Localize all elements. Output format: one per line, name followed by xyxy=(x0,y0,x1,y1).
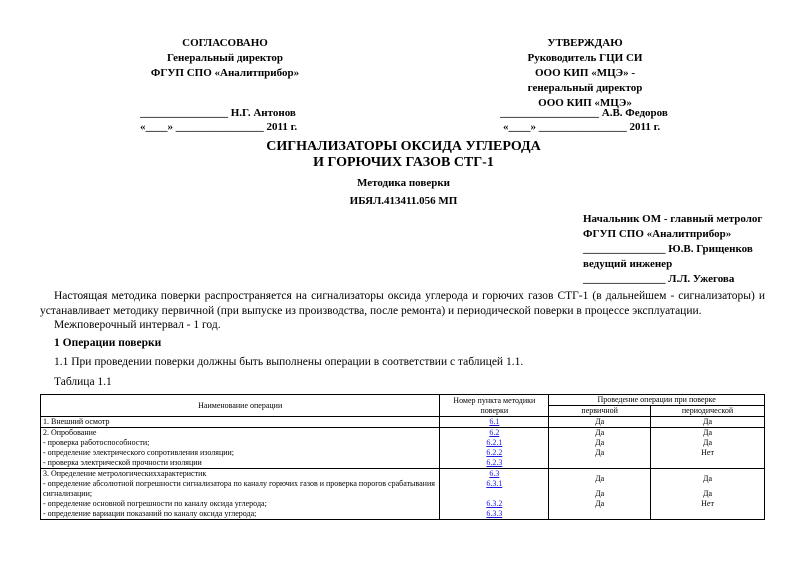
operation-line: - проверка электрической прочности изоляции xyxy=(43,458,202,467)
periodic-cell: Да xyxy=(703,438,713,447)
developer-signature-1: _______________ Ю.В. Грищенков xyxy=(583,243,753,255)
operation-line: 3. Определение метрологическиххарактеристик xyxy=(43,469,207,478)
approve-position-2: генеральный директор xyxy=(527,82,643,94)
approve-signature-line xyxy=(500,107,668,119)
periodic-cell: Нет xyxy=(701,499,714,508)
document-title-line1: СИГНАЛИЗАТОРЫ ОКСИДА УГЛЕРОДА xyxy=(266,139,541,154)
interval-paragraph: Межповерочный интервал - 1 год. xyxy=(54,319,221,331)
table-row xyxy=(41,417,765,428)
periodic-cell: Да xyxy=(703,489,713,498)
section-heading: 1 Операции поверки xyxy=(54,337,162,349)
document-title-line2: И ГОРЮЧИХ ГАЗОВ СТГ-1 xyxy=(313,155,494,170)
primary-cell: Да xyxy=(595,499,605,508)
primary-cell: Да xyxy=(595,474,605,483)
agreed-signer-name: Н.Г. Антонов xyxy=(230,107,296,119)
document-subtitle: Методика поверки xyxy=(356,177,451,189)
document-title xyxy=(0,139,807,171)
primary-cell: Да xyxy=(595,438,605,447)
header-primary: первичной xyxy=(549,406,651,417)
item-number-link[interactable]: 6.3.1 xyxy=(486,479,503,488)
periodic-cell: Да xyxy=(703,428,713,437)
approve-organization: ООО КИП «МЦЭ» - xyxy=(534,67,636,79)
operation-name xyxy=(41,428,440,469)
agreed-date-line: «____» ________________ 2011 г. xyxy=(140,121,298,133)
operation-name xyxy=(41,469,440,520)
agreed-organization: ФГУП СПО «Аналитприбор» xyxy=(150,67,300,79)
intro-paragraph: Настоящая методика поверки распространяется на сигнализаторы оксида углерода и горючих газов СТГ-1 (в дальнейшем - сигнализаторы) и устанавливает методику первичной (при выпуске из производства, после ремонта) и периодической поверки в процессе эксплуатации. xyxy=(40,290,765,317)
header-conduct: Проведение операции при поверке xyxy=(549,395,765,406)
item-number-link[interactable]: 6.1 xyxy=(489,417,500,426)
developer-position-1: Начальник ОМ - главный метролог xyxy=(583,213,763,225)
document-code: ИБЯЛ.413411.056 МП xyxy=(349,195,458,207)
header-periodic: периодической xyxy=(651,406,765,417)
approve-organization-2: ООО КИП «МЦЭ» xyxy=(538,97,632,109)
primary-cell: Да xyxy=(595,428,605,437)
developers-block xyxy=(583,212,762,287)
agreed-position: Генеральный директор xyxy=(166,52,284,64)
approve-heading: УТВЕРЖДАЮ xyxy=(547,37,623,49)
approve-position: Руководитель ГЦИ СИ xyxy=(527,52,643,64)
item-number-link[interactable]: 6.3 xyxy=(489,469,500,478)
operation-line: - определение абсолютной погрешности сигнализатора по каналу горючих газов и проверка порогов срабатывания сигнализации; xyxy=(43,479,435,498)
agreed-heading: СОГЛАСОВАНО xyxy=(182,37,268,49)
agreed-block xyxy=(140,36,310,81)
approve-signature-blank: __________________ xyxy=(500,107,599,119)
operation-line: - определение электрического сопротивления изоляции; xyxy=(43,448,235,457)
operation-line: 2. Опробование xyxy=(43,428,97,437)
periodic-cell: Да xyxy=(703,474,713,483)
operation-name: 1. Внешний осмотр xyxy=(41,417,440,428)
agreed-signature-line xyxy=(140,107,296,119)
item-number-link[interactable]: 6.2 xyxy=(489,428,500,437)
table-row xyxy=(41,469,765,520)
header-operation-name: Наименование операции xyxy=(41,395,440,417)
operations-table xyxy=(40,394,765,520)
approve-date-line: «____» ________________ 2011 г. xyxy=(503,121,661,133)
developer-signature-2: _______________ Л.Л. Ужегова xyxy=(583,273,735,285)
header-item-number: Номер пункта методики поверки xyxy=(440,395,549,417)
item-number-link[interactable]: 6.2.1 xyxy=(486,438,503,447)
periodic-cell: Да xyxy=(651,417,765,428)
item-number-link[interactable]: 6.3.2 xyxy=(486,499,503,508)
developer-organization: ФГУП СПО «Аналитприбор» xyxy=(583,228,732,240)
operation-line: - проверка работоспособности; xyxy=(43,438,150,447)
developer-position-2: ведущий инженер xyxy=(583,258,673,270)
operation-line: - определение основной погрешности по каналу оксида углерода; xyxy=(43,499,267,508)
item-number-link[interactable]: 6.2.2 xyxy=(486,448,503,457)
primary-cell: Да xyxy=(595,489,605,498)
item-number-link[interactable]: 6.3.3 xyxy=(486,509,503,518)
approve-block xyxy=(500,36,670,111)
table-caption: Таблица 1.1 xyxy=(54,376,112,388)
approve-signer-name: А.В. Федоров xyxy=(601,107,668,119)
periodic-cell: Нет xyxy=(701,448,714,457)
primary-cell: Да xyxy=(595,448,605,457)
table-row xyxy=(41,428,765,469)
agreed-signature-blank: ________________ xyxy=(140,107,228,119)
item-number-link[interactable]: 6.2.3 xyxy=(486,458,503,467)
section-paragraph: 1.1 При проведении поверки должны быть выполнены операции в соответствии с таблицей 1.1. xyxy=(54,356,524,368)
operation-line: - определение вариации показаний по каналу оксида углерода; xyxy=(43,509,257,518)
primary-cell: Да xyxy=(549,417,651,428)
